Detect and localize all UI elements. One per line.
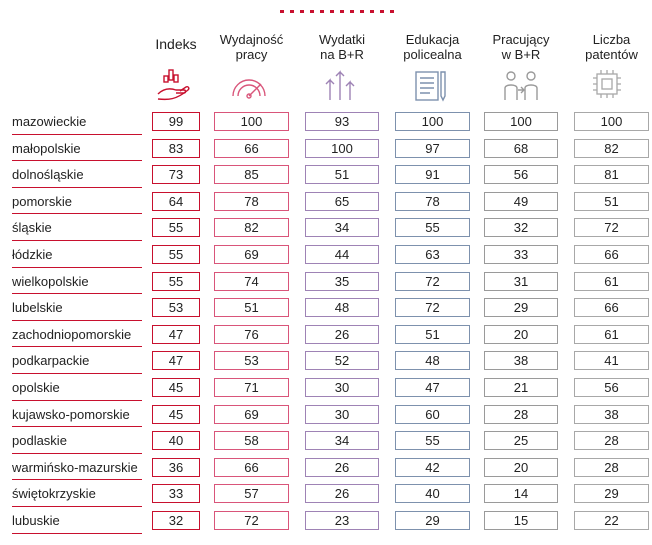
value-cell-pracujacy: 21 [484, 378, 558, 397]
value-cell-pracujacy: 49 [484, 192, 558, 211]
table-row [0, 270, 652, 297]
value-cell-patenty: 38 [574, 405, 649, 424]
value-cell-indeks: 53 [152, 298, 200, 317]
region-underline [12, 346, 142, 347]
value-cell-wydatki: 52 [305, 351, 379, 370]
column-header-line: na B+R [320, 47, 364, 62]
growth-arrows-icon [320, 66, 360, 104]
value-cell-indeks: 33 [152, 484, 200, 503]
value-cell-indeks: 45 [152, 405, 200, 424]
value-cell-pracujacy: 56 [484, 165, 558, 184]
value-cell-pracujacy: 20 [484, 325, 558, 344]
region-underline [12, 479, 142, 480]
value-cell-wydajnosc: 85 [214, 165, 289, 184]
table-row [0, 456, 652, 483]
region-label: lubuskie [12, 512, 60, 528]
value-cell-wydajnosc: 57 [214, 484, 289, 503]
value-cell-edukacja: 29 [395, 511, 470, 530]
region-underline [12, 187, 142, 188]
value-cell-wydajnosc: 74 [214, 272, 289, 291]
table-row [0, 376, 652, 403]
region-label: warmińsko-mazurskie [12, 459, 138, 475]
value-cell-patenty: 28 [574, 431, 649, 450]
value-cell-wydatki: 93 [305, 112, 379, 131]
value-cell-wydatki: 26 [305, 484, 379, 503]
column-header-indeks [140, 30, 212, 58]
column-header-wydatki [297, 18, 387, 62]
column-header-line: Wydatki [318, 32, 366, 47]
value-cell-patenty: 61 [574, 272, 649, 291]
value-cell-edukacja: 42 [395, 458, 470, 477]
value-cell-indeks: 55 [152, 218, 200, 237]
value-cell-patenty: 41 [574, 351, 649, 370]
value-cell-patenty: 72 [574, 218, 649, 237]
hand-growth-chart-icon [154, 66, 194, 104]
value-cell-wydatki: 51 [305, 165, 379, 184]
people-exchange-icon [501, 66, 541, 104]
value-cell-wydajnosc: 66 [214, 139, 289, 158]
value-cell-wydatki: 26 [305, 325, 379, 344]
value-cell-pracujacy: 20 [484, 458, 558, 477]
region-label: mazowieckie [12, 114, 87, 129]
table-row [0, 216, 652, 243]
value-cell-wydajnosc: 66 [214, 458, 289, 477]
value-cell-wydajnosc: 72 [214, 511, 289, 530]
value-cell-indeks: 40 [152, 431, 200, 450]
column-header-line: Wydajność [219, 32, 284, 47]
region-label: małopolskie [12, 140, 81, 156]
value-cell-patenty: 56 [574, 378, 649, 397]
value-cell-patenty: 28 [574, 458, 649, 477]
value-cell-indeks: 73 [152, 165, 200, 184]
value-cell-edukacja: 78 [395, 192, 470, 211]
value-cell-indeks: 55 [152, 245, 200, 264]
column-header-line: Pracujący [492, 32, 550, 47]
table-row [0, 509, 652, 536]
value-cell-patenty: 66 [574, 245, 649, 264]
region-underline [12, 506, 142, 507]
value-cell-patenty: 51 [574, 192, 649, 211]
table-row [0, 243, 652, 270]
column-header-line: policealna [403, 47, 462, 62]
value-cell-indeks: 32 [152, 511, 200, 530]
value-cell-indeks: 83 [152, 139, 200, 158]
value-cell-wydajnosc: 71 [214, 378, 289, 397]
value-cell-edukacja: 91 [395, 165, 470, 184]
region-label: kujawsko-pomorskie [12, 406, 130, 422]
value-cell-wydatki: 35 [305, 272, 379, 291]
value-cell-pracujacy: 100 [484, 112, 558, 131]
region-label: wielkopolskie [12, 273, 89, 289]
table-row [0, 349, 652, 376]
region-underline [12, 267, 142, 268]
value-cell-edukacja: 48 [395, 351, 470, 370]
region-label: zachodniopomorskie [12, 326, 132, 342]
value-cell-patenty: 82 [574, 139, 649, 158]
region-underline [12, 293, 142, 294]
region-label: pomorskie [12, 193, 72, 209]
region-label: śląskie [12, 220, 52, 236]
region-label: podkarpackie [12, 353, 90, 369]
region-label: lubelskie [12, 300, 63, 316]
region-label: dolnośląskie [12, 167, 84, 183]
table-row [0, 482, 652, 509]
region-underline [12, 240, 142, 241]
value-cell-wydatki: 23 [305, 511, 379, 530]
region-underline [12, 453, 142, 454]
value-cell-edukacja: 55 [395, 218, 470, 237]
column-header-wydajnosc [206, 18, 297, 62]
value-cell-wydajnosc: 58 [214, 431, 289, 450]
microchip-icon [587, 66, 627, 104]
value-cell-edukacja: 55 [395, 431, 470, 450]
column-header-line: Edukacja [405, 32, 460, 47]
value-cell-patenty: 81 [574, 165, 649, 184]
value-cell-edukacja: 47 [395, 378, 470, 397]
value-cell-indeks: 45 [152, 378, 200, 397]
value-cell-pracujacy: 14 [484, 484, 558, 503]
region-underline [12, 134, 142, 135]
value-cell-edukacja: 40 [395, 484, 470, 503]
value-cell-edukacja: 72 [395, 272, 470, 291]
value-cell-wydajnosc: 53 [214, 351, 289, 370]
value-cell-edukacja: 97 [395, 139, 470, 158]
value-cell-wydatki: 34 [305, 218, 379, 237]
value-cell-wydajnosc: 78 [214, 192, 289, 211]
region-label: łódzkie [12, 246, 53, 262]
region-underline [12, 373, 142, 374]
column-header-line: w B+R [501, 47, 541, 62]
value-cell-wydatki: 44 [305, 245, 379, 264]
value-cell-patenty: 100 [574, 112, 649, 131]
value-cell-patenty: 61 [574, 325, 649, 344]
table-row [0, 163, 652, 190]
value-cell-wydatki: 65 [305, 192, 379, 211]
value-cell-edukacja: 60 [395, 405, 470, 424]
value-cell-wydatki: 26 [305, 458, 379, 477]
value-cell-edukacja: 51 [395, 325, 470, 344]
value-cell-patenty: 66 [574, 298, 649, 317]
value-cell-edukacja: 72 [395, 298, 470, 317]
value-cell-pracujacy: 29 [484, 298, 558, 317]
value-cell-pracujacy: 38 [484, 351, 558, 370]
value-cell-pracujacy: 68 [484, 139, 558, 158]
region-label: opolskie [12, 379, 60, 395]
table-row [0, 296, 652, 323]
value-cell-wydajnosc: 69 [214, 245, 289, 264]
region-underline [12, 400, 142, 401]
value-cell-indeks: 55 [152, 272, 200, 291]
region-label: podlaskie [12, 433, 67, 449]
table-row [0, 110, 652, 137]
table-row [0, 323, 652, 350]
value-cell-wydatki: 34 [305, 431, 379, 450]
value-cell-wydajnosc: 100 [214, 112, 289, 131]
region-underline [12, 426, 142, 427]
value-cell-wydatki: 30 [305, 405, 379, 424]
value-cell-indeks: 99 [152, 112, 200, 131]
table-row [0, 190, 652, 217]
column-header-line: Liczba [592, 32, 631, 47]
value-cell-wydajnosc: 82 [214, 218, 289, 237]
column-header-line: patentów [585, 47, 638, 62]
value-cell-pracujacy: 32 [484, 218, 558, 237]
value-cell-wydajnosc: 51 [214, 298, 289, 317]
value-cell-wydatki: 30 [305, 378, 379, 397]
region-underline [12, 320, 142, 321]
value-cell-pracujacy: 31 [484, 272, 558, 291]
value-cell-indeks: 64 [152, 192, 200, 211]
value-cell-wydajnosc: 76 [214, 325, 289, 344]
speedometer-gauge-icon [229, 66, 269, 104]
value-cell-wydatki: 48 [305, 298, 379, 317]
value-cell-indeks: 47 [152, 351, 200, 370]
top-accent-dashes [280, 0, 420, 3]
table-row [0, 137, 652, 164]
value-cell-pracujacy: 33 [484, 245, 558, 264]
value-cell-patenty: 22 [574, 511, 649, 530]
value-cell-edukacja: 63 [395, 245, 470, 264]
data-table [0, 110, 652, 536]
region-underline [12, 160, 142, 161]
column-header-edukacja [387, 18, 478, 62]
column-header-patenty [566, 18, 652, 62]
value-cell-pracujacy: 25 [484, 431, 558, 450]
value-cell-wydajnosc: 69 [214, 405, 289, 424]
value-cell-indeks: 36 [152, 458, 200, 477]
region-label: świętokrzyskie [12, 486, 96, 502]
column-header-line: pracy [235, 47, 268, 62]
region-underline [12, 213, 142, 214]
region-underline [12, 533, 142, 534]
table-row [0, 403, 652, 430]
column-header-line: Indeks [155, 35, 197, 52]
value-cell-wydatki: 100 [305, 139, 379, 158]
value-cell-patenty: 29 [574, 484, 649, 503]
value-cell-indeks: 47 [152, 325, 200, 344]
value-cell-pracujacy: 28 [484, 405, 558, 424]
column-header-pracujacy [476, 18, 566, 62]
value-cell-edukacja: 100 [395, 112, 470, 131]
document-pencil-icon [410, 66, 450, 104]
value-cell-pracujacy: 15 [484, 511, 558, 530]
table-row [0, 429, 652, 456]
